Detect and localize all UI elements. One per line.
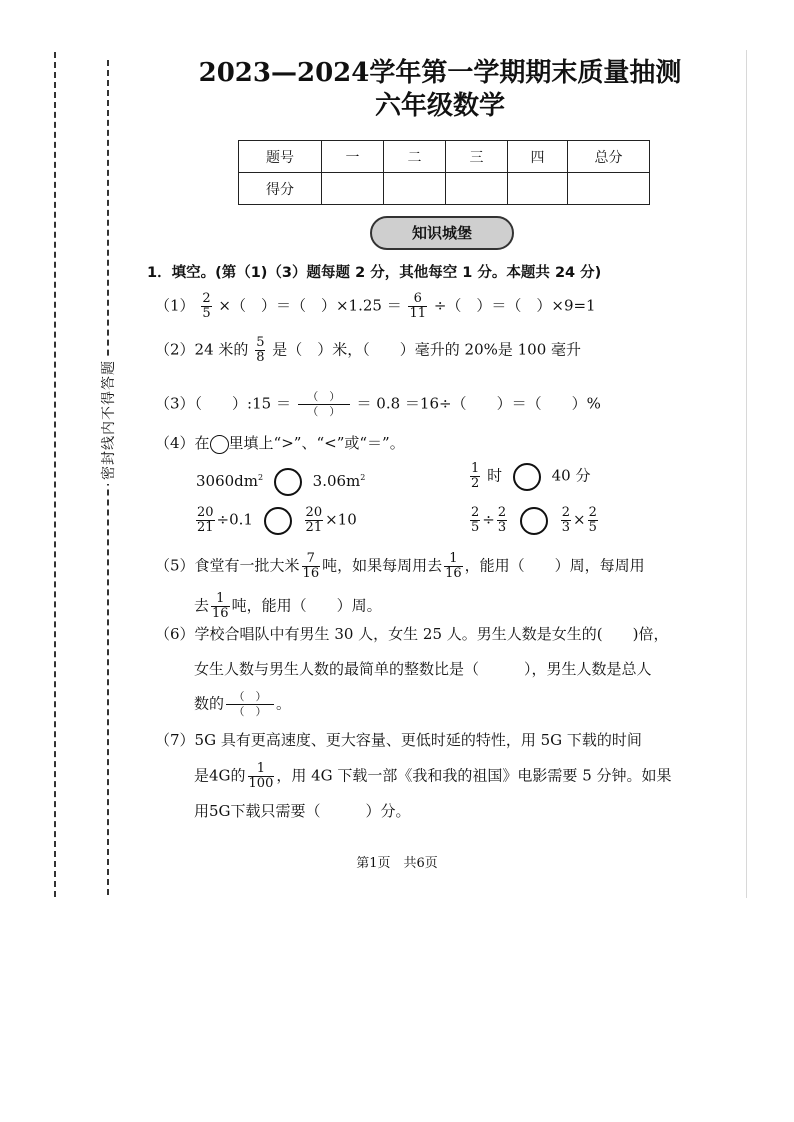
fraction: $\frac{2}{3}$ — [561, 505, 570, 535]
item-text: （3）（ ）:15 ＝ — [155, 394, 291, 413]
question-1-5-line2 — [194, 592, 382, 621]
score-cell-2: 二 — [384, 141, 446, 173]
item-text: 吨，如果每周用去 — [322, 556, 443, 575]
question-heading: 1．填空。(第（1)（3）题每题 2 分，其他每空 1 分。本题共 24 分) — [147, 265, 602, 281]
question-1-3 — [155, 390, 601, 419]
item-text: （2）24 米的 — [155, 340, 249, 359]
score-cell-1: 一 — [322, 141, 384, 173]
score-cell-label: 题号 — [239, 141, 322, 173]
fraction: $\frac{20}{21}$ — [305, 505, 323, 535]
compare-right: 3.06m — [312, 472, 361, 490]
item-text: 是（ ）米，（ ）毫升的 20%是 100 毫升 — [272, 340, 582, 359]
item-text: 数的 — [194, 694, 225, 713]
fraction: $\frac{7}{16}$ — [302, 551, 320, 581]
fraction-blank[interactable]: $\frac{( )}{( )}$ — [226, 690, 274, 719]
item-text: 是4G的 — [194, 766, 246, 785]
question-1-7-line2 — [194, 762, 672, 791]
item-text: ，能用（ ）周，每周用 — [464, 556, 645, 575]
exam-title: 2023—2024学年第一学期期末质量抽测 — [198, 58, 682, 88]
question-1-6-line2: 女生人数与男生人数的最简单的整数比是（ ），男生人数是总人 — [194, 660, 652, 678]
fraction: $\frac{5}{8}$ — [256, 335, 265, 365]
score-input-total[interactable] — [568, 173, 650, 205]
fraction: $\frac{1}{16}$ — [212, 591, 229, 621]
fraction: $\frac{6}{11}$ — [409, 291, 427, 321]
fraction: $\frac{2}{5}$ — [471, 505, 480, 535]
score-cell-4: 四 — [508, 141, 568, 173]
fraction: $\frac{2}{5}$ — [588, 505, 597, 535]
score-input-1[interactable] — [322, 173, 384, 205]
item-text: 吨，能用（ ）周。 — [231, 596, 382, 615]
compare-left: 3060dm — [196, 472, 258, 490]
question-1-2 — [155, 336, 581, 365]
item-text: （4）在 — [155, 434, 210, 452]
score-cell-3: 三 — [446, 141, 508, 173]
fraction: $\frac{1}{16}$ — [445, 551, 462, 581]
score-table — [238, 140, 650, 205]
fraction: $\frac{2}{5}$ — [202, 291, 211, 321]
superscript: 2 — [258, 473, 264, 482]
score-cell-total: 总分 — [568, 141, 650, 173]
item-text: （5）食堂有一批大米 — [155, 556, 300, 575]
item-text: 里填上“>”、“<”或“＝”。 — [228, 434, 405, 452]
item-text: ＝ 0.8 ＝16÷（ ）＝（ ）% — [356, 394, 601, 413]
item-text: ，用 4G 下载一部《我和我的祖国》电影需要 5 分钟。如果 — [276, 766, 672, 785]
fraction: $\frac{2}{3}$ — [497, 505, 507, 535]
score-input-3[interactable] — [446, 173, 508, 205]
page-footer: 第1页 共6页 — [356, 856, 438, 871]
question-1-6-line1: （6）学校合唱队中有男生 30 人，女生 25 人。男生人数是女生的( )倍， — [155, 625, 669, 643]
item-text: ÷（ ）＝（ ）×9=1 — [433, 296, 596, 315]
circle-symbol-icon — [210, 435, 229, 454]
item-text: 。 — [276, 694, 292, 713]
question-1-7-line3: 用5G下载只需要（ ）分。 — [194, 802, 411, 820]
compare-row-d — [468, 506, 600, 535]
compare-row-a — [196, 467, 365, 496]
exam-subtitle: 六年级数学 — [374, 91, 505, 121]
compare-right: 40 分 — [551, 466, 591, 485]
compare-circle-a[interactable] — [274, 468, 302, 496]
binding-line-outer — [54, 52, 56, 897]
question-1-6-line3 — [194, 690, 291, 719]
compare-row-b — [468, 462, 591, 491]
fraction: $\frac{1}{100}$ — [248, 761, 274, 791]
item-number: （1） — [155, 296, 195, 315]
score-table-header-row — [239, 141, 650, 173]
question-1-4 — [155, 432, 405, 454]
question-1-7-line1: （7）5G 具有更高速度、更大容量、更低时延的特性，用 5G 下载的时间 — [155, 731, 642, 749]
item-text: 去 — [194, 596, 210, 615]
score-row-label: 得分 — [239, 173, 322, 205]
fraction-blank[interactable]: $\frac{( )}{( )}$ — [298, 390, 350, 419]
compare-circle-d[interactable] — [520, 507, 548, 535]
compare-row-c — [194, 506, 357, 535]
section-banner: 知识城堡 — [370, 216, 514, 250]
binding-note: 密封线内不得答题 — [98, 356, 118, 484]
question-1-5-line1 — [155, 552, 645, 581]
fraction: $\frac{1}{2}$ — [471, 461, 480, 491]
item-text: ×（ ）＝（ ）×1.25 ＝ — [218, 296, 402, 315]
score-input-2[interactable] — [384, 173, 446, 205]
operator: ÷ — [482, 510, 495, 529]
compare-right: ×10 — [325, 510, 357, 529]
score-table-score-row — [239, 173, 650, 205]
compare-left: ÷0.1 — [216, 510, 253, 529]
compare-left: 时 — [487, 466, 503, 485]
question-1-1 — [155, 292, 596, 321]
operator: × — [572, 510, 586, 529]
superscript: 2 — [360, 473, 366, 482]
compare-circle-c[interactable] — [264, 507, 292, 535]
fraction: $\frac{20}{21}$ — [197, 505, 214, 535]
score-input-4[interactable] — [508, 173, 568, 205]
compare-circle-b[interactable] — [513, 463, 541, 491]
